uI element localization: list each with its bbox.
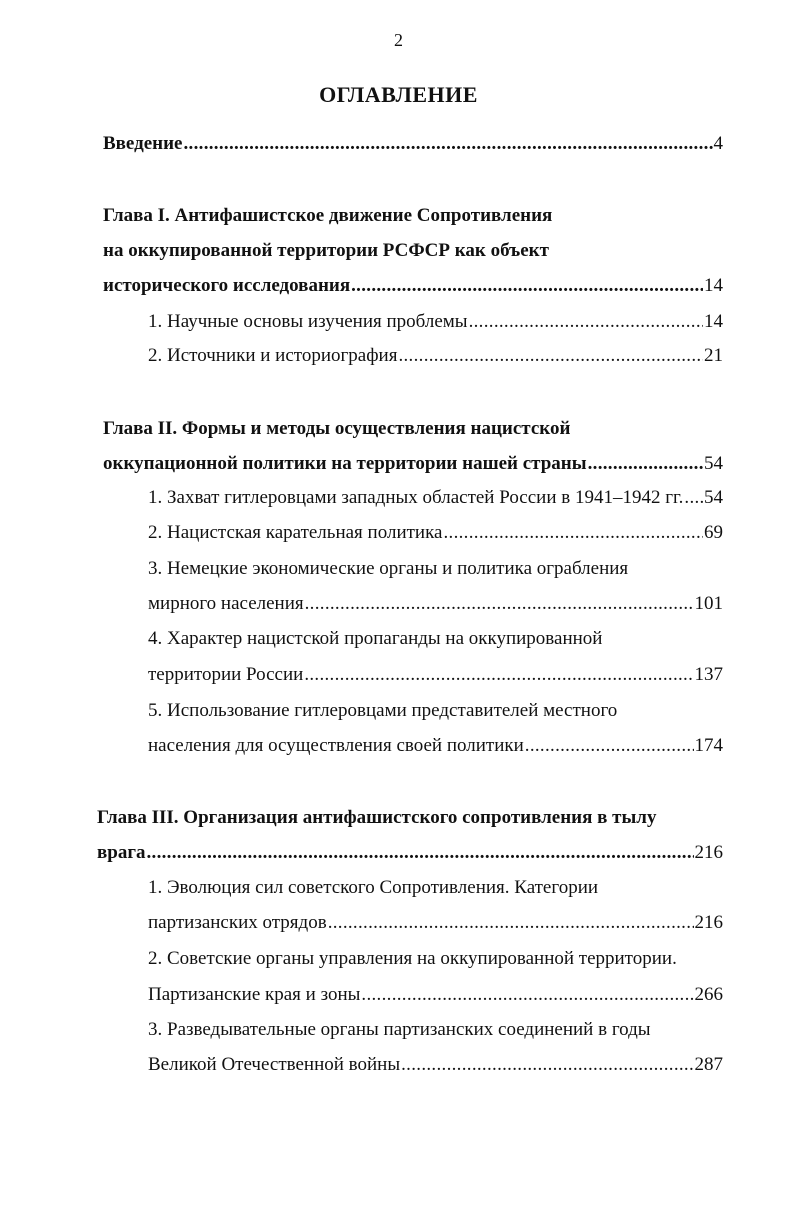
page-title: ОГЛАВЛЕНИЕ <box>319 82 478 107</box>
dot-leader <box>351 273 703 299</box>
toc-entry-label: Введение <box>103 133 183 154</box>
toc-page-number: 216 <box>694 912 723 933</box>
toc-entry-label: территории России <box>148 664 304 685</box>
toc-entry-section-2-1[interactable] <box>148 485 723 511</box>
toc-entry-label: партизанских отрядов <box>148 912 327 933</box>
toc-entry-label: населения для осуществления своей политики <box>148 735 524 756</box>
toc-entry-chapter-1[interactable] <box>103 273 723 299</box>
section-2-3-line1: 3. Немецкие экономические органы и политика ограбления <box>148 558 629 579</box>
toc-entry-section-3-2[interactable] <box>148 982 723 1008</box>
dot-leader <box>184 131 713 157</box>
toc-page-number: 266 <box>694 984 723 1005</box>
dot-leader <box>361 982 693 1008</box>
toc-entry-label: мирного населения <box>148 593 304 614</box>
toc-page-number: 54 <box>704 453 723 474</box>
toc-entry-section-1-1[interactable] <box>148 309 723 335</box>
toc-entry-section-2-3[interactable] <box>148 591 723 617</box>
dot-leader <box>305 591 694 617</box>
toc-entry-chapter-2[interactable] <box>103 451 723 477</box>
toc-entry-label: Партизанские края и зоны <box>148 984 361 1005</box>
dot-leader <box>469 309 703 335</box>
toc-page-number: 216 <box>694 842 723 863</box>
toc-entry-label: Великой Отечественной войны <box>148 1054 401 1075</box>
toc-page-number: 101 <box>694 593 723 614</box>
toc-entry-label: 1. Научные основы изучения проблемы <box>148 311 468 332</box>
chapter-2-heading-line1: Глава II. Формы и методы осуществления нацистской <box>103 418 571 439</box>
toc-entry-label: 1. Захват гитлеровцами западных областей России в 1941–1942 гг. <box>148 487 684 508</box>
dot-leader <box>398 343 703 369</box>
toc-entry-label: исторического исследования <box>103 275 351 296</box>
chapter-1-heading-line1: Глава I. Антифашистское движение Сопротивления <box>103 205 553 226</box>
toc-page-number: 4 <box>713 133 723 154</box>
toc-entry-section-2-5[interactable] <box>148 733 723 759</box>
dot-leader <box>525 733 694 759</box>
toc-page-number: 287 <box>694 1054 723 1075</box>
section-3-3-line1: 3. Разведывательные органы партизанских соединений в годы <box>148 1019 651 1040</box>
toc-page-number: 54 <box>704 487 723 508</box>
page-number: 2 <box>394 30 403 50</box>
toc-page-number: 174 <box>694 735 723 756</box>
toc-entry-intro[interactable] <box>103 131 723 157</box>
section-3-1-line1: 1. Эволюция сил советского Сопротивления. Категории <box>148 877 599 898</box>
dot-leader <box>588 451 703 477</box>
section-3-2-line1: 2. Советские органы управления на оккупированной территории. <box>148 948 677 969</box>
toc-entry-label: оккупационной политики на территории нашей страны <box>103 453 587 474</box>
dot-leader <box>443 520 703 546</box>
toc-page-number: 14 <box>704 311 723 332</box>
toc-entry-label: 2. Источники и историография <box>148 345 398 366</box>
dot-leader <box>684 485 703 511</box>
toc-entry-chapter-3[interactable] <box>97 840 723 866</box>
toc-entry-section-2-4[interactable] <box>148 662 723 688</box>
toc-entry-label: 2. Нацистская карательная политика <box>148 522 443 543</box>
toc-entry-label: врага <box>97 842 146 863</box>
dot-leader <box>401 1052 693 1078</box>
dot-leader <box>328 910 694 936</box>
section-2-5-line1: 5. Использование гитлеровцами представителей местного <box>148 700 618 721</box>
dot-leader <box>146 840 693 866</box>
toc-entry-section-3-3[interactable] <box>148 1052 723 1078</box>
toc-entry-section-3-1[interactable] <box>148 910 723 936</box>
chapter-1-heading-line2: на оккупированной территории РСФСР как объект <box>103 240 549 261</box>
toc-page-number: 14 <box>704 275 723 296</box>
dot-leader <box>304 662 693 688</box>
toc-page-number: 69 <box>704 522 723 543</box>
toc-entry-section-2-2[interactable] <box>148 520 723 546</box>
section-2-4-line1: 4. Характер нацистской пропаганды на оккупированной <box>148 628 603 649</box>
chapter-3-heading-line1: Глава III. Организация антифашистского сопротивления в тылу <box>97 807 657 828</box>
toc-page-number: 21 <box>704 345 723 366</box>
toc-entry-section-1-2[interactable] <box>148 343 723 369</box>
toc-page-number: 137 <box>694 664 723 685</box>
